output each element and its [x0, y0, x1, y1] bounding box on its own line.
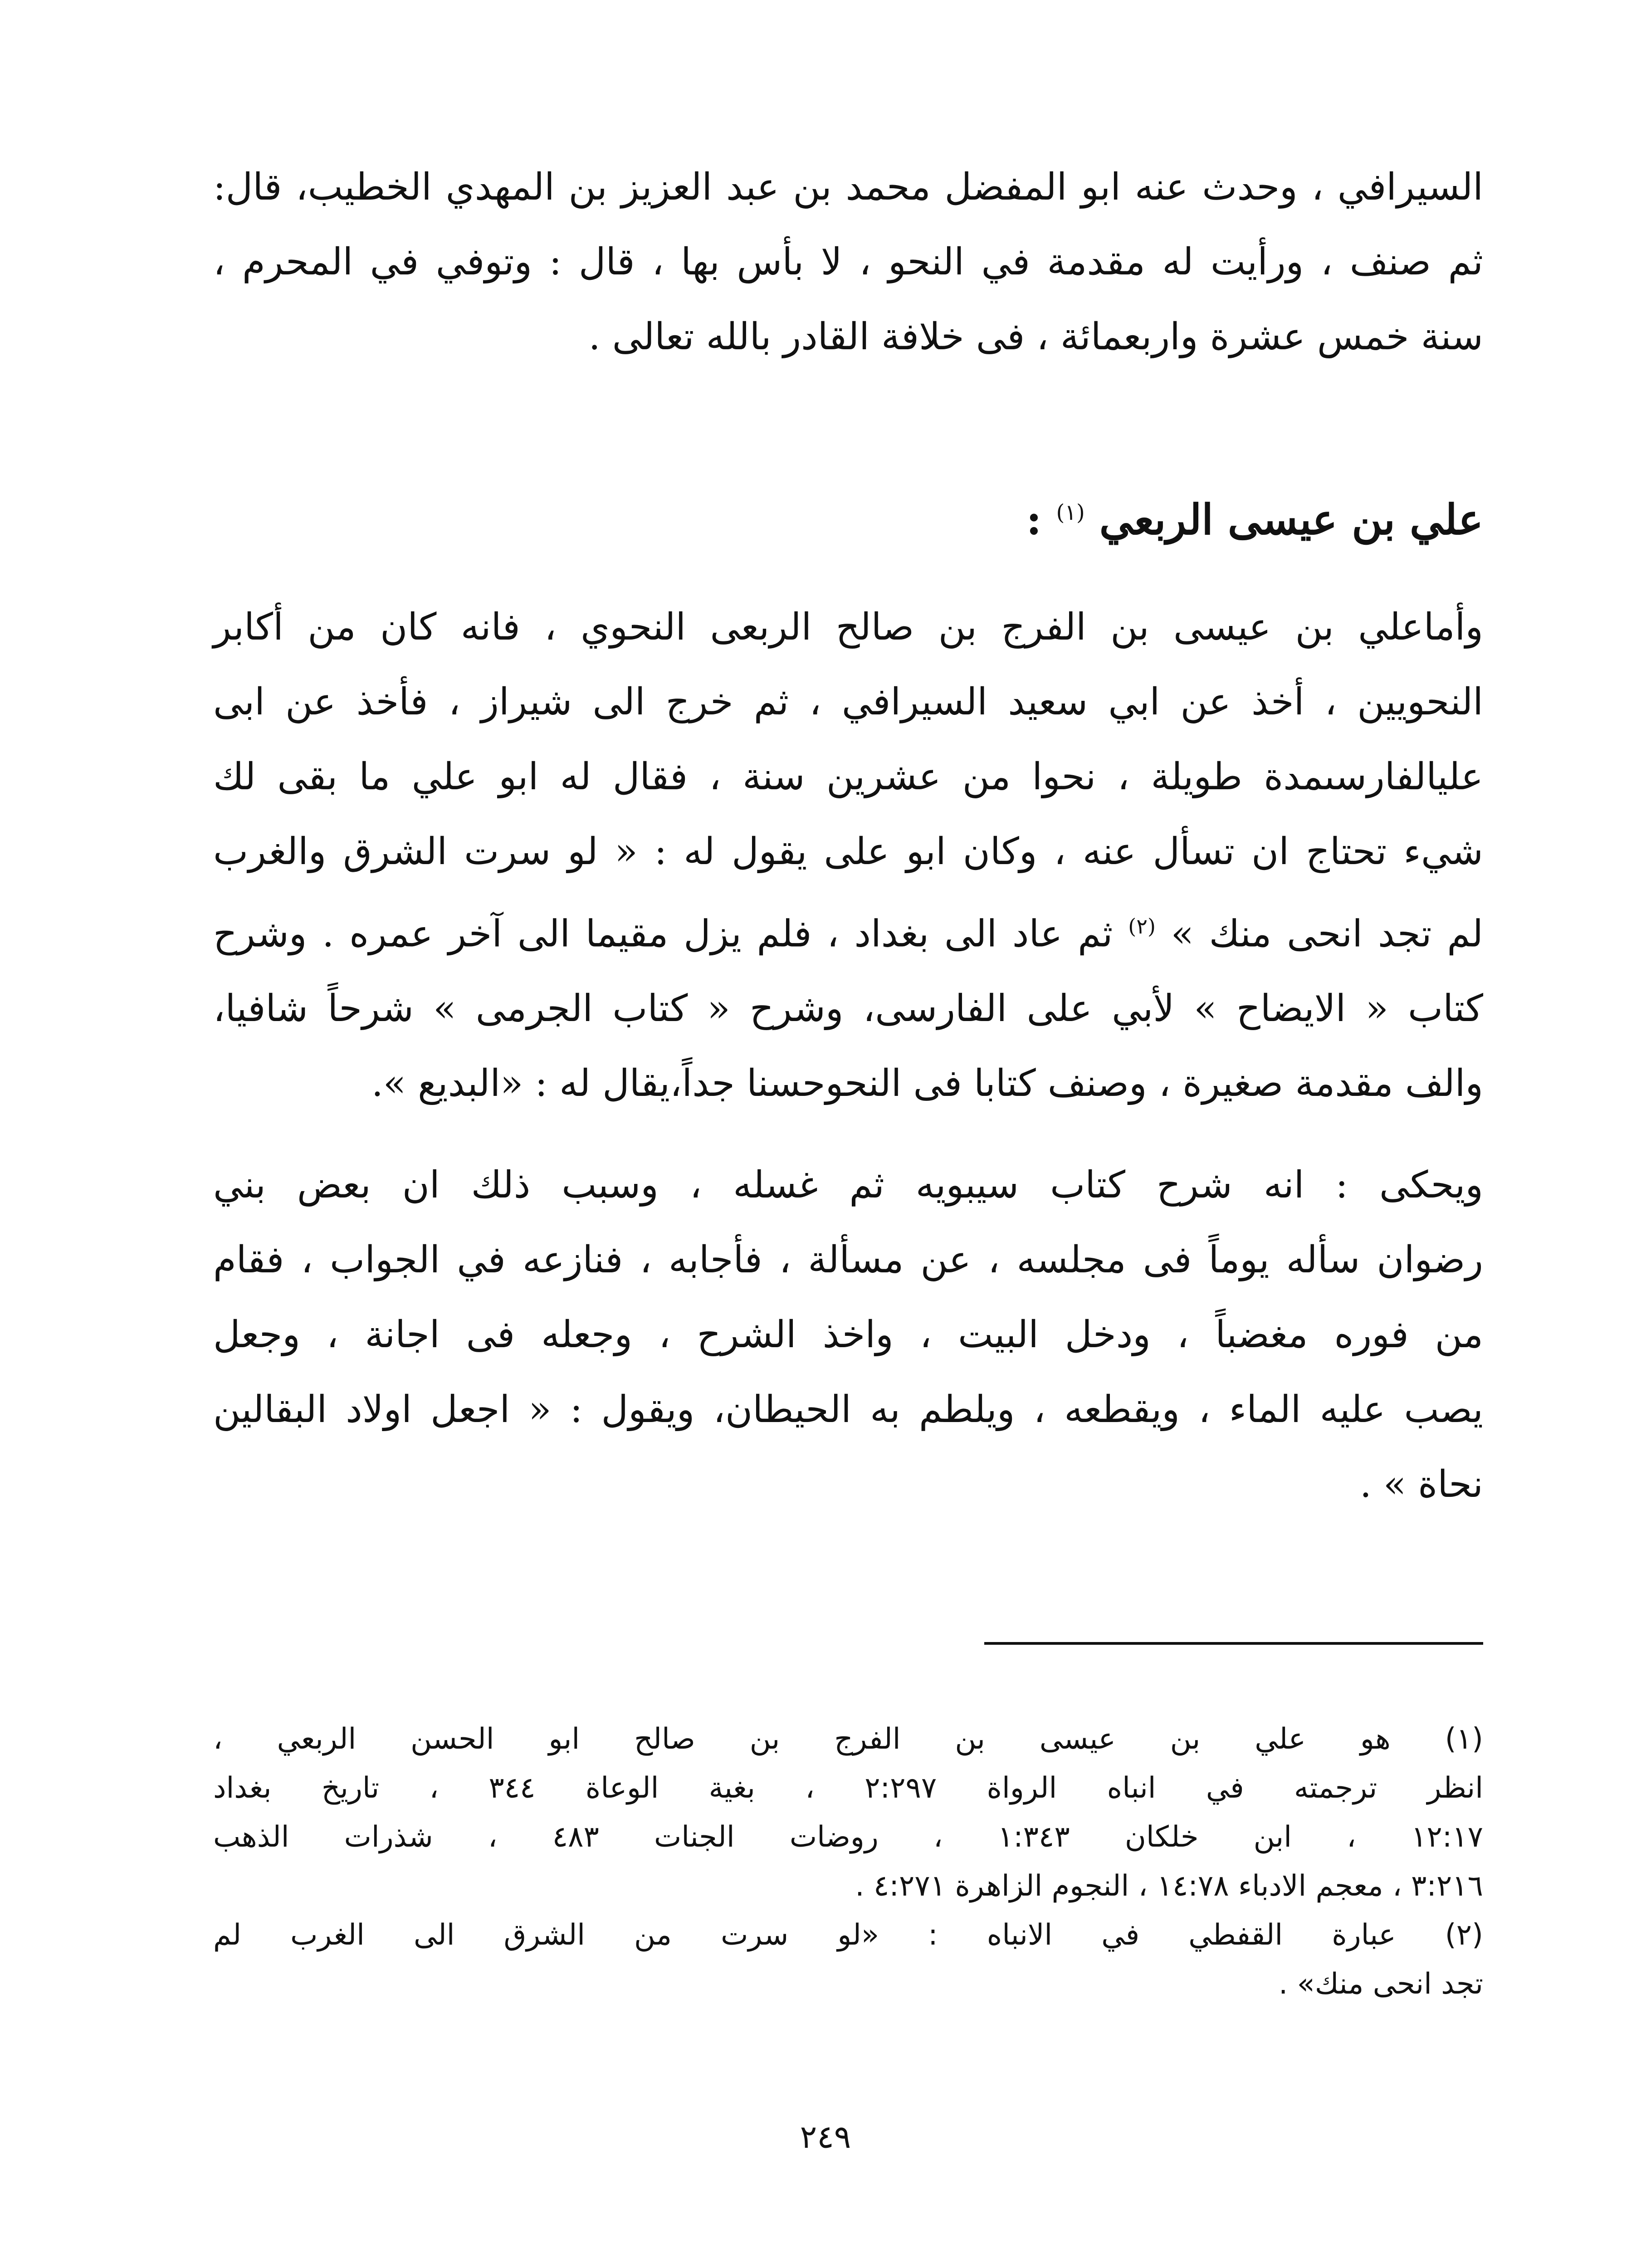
heading-title: علي بن عيسى الربعي	[1099, 495, 1483, 544]
text-segment: لم تجد انحى منك »	[1171, 912, 1483, 956]
text-line: والف مقدمة صغيرة ، وصنف كتابا فى النحوحسنا جداً،يقال له : «البديع ».	[371, 1062, 1483, 1105]
footnote-line: (٢) عبارة القفطي في الانباه : «لو سرت من الشرق الى الغرب لم	[213, 1918, 1483, 1952]
text-line: سنة خمس عشرة واربعمائة ، فى خلافة القادر بالله تعالى .	[588, 315, 1483, 358]
text-line-with-ref	[213, 889, 1483, 971]
footnote-line: انظر ترجمته في انباه الرواة ٢:٢٩٧ ، بغية الوعاة ٣٤٤ ، تاريخ بغداد	[213, 1771, 1484, 1805]
footnote-line: تجد انحى منك» .	[1278, 1967, 1483, 2001]
text-line: نحاة » .	[1359, 1463, 1483, 1506]
text-line: وأماعلي بن عيسى بن الفرج بن صالح الربعى النحوي ، فانه كان من أكابر	[213, 606, 1483, 649]
footnote-ref: (١)	[1056, 500, 1085, 525]
section-heading	[213, 476, 1483, 556]
text-line: النحويين ، أخذ عن ابي سعيد السيرافي ، ثم خرج الى شيراز ، فأخذ عن ابى	[213, 680, 1483, 723]
text-line: من فوره مغضباً ، ودخل البيت ، واخذ الشرح ، وجعله فى اجانة ، وجعل	[213, 1313, 1483, 1356]
heading-suffix: :	[1026, 495, 1042, 544]
footnote-line: ٣:٢١٦ ، معجم الادباء ١٤:٧٨ ، النجوم الزاهرة ٤:٢٧١ .	[855, 1869, 1483, 1903]
text-line: عليالفارسىمدة طويلة ، نحوا من عشرين سنة ، فقال له ابو علي ما بقى لك	[213, 755, 1483, 798]
footnote-ref: (٢)	[1128, 914, 1156, 938]
text-line: يصب عليه الماء ، ويقطعه ، ويلطم به الحيطان، ويقول : « اجعل اولاد البقالين	[213, 1388, 1483, 1431]
text-line: كتاب « الايضاح » لأبي على الفارسى، وشرح « كتاب الجرمى » شرحاً شافيا،	[213, 987, 1483, 1031]
page-number: ٢٤٩	[800, 2118, 851, 2156]
footnote-line: ١٢:١٧ ، ابن خلكان ١:٣٤٣ ، روضات الجنات ٤٨٣ ، شذرات الذهب	[213, 1820, 1484, 1854]
text-line: ثم صنف ، ورأيت له مقدمة في النحو ، لا بأس بها ، قال : وتوفي في المحرم ،	[213, 240, 1483, 284]
top-paragraph	[213, 150, 1483, 374]
text-line: رضوان سأله يوماً فى مجلسه ، عن مسألة ، فأجابه ، فنازعه في الجواب ، فقام	[213, 1238, 1484, 1281]
footnote-line: (١) هو علي بن عيسى بن الفرج بن صالح ابو الحسن الربعي ،	[213, 1722, 1483, 1756]
biography-paragraph	[213, 590, 1483, 1121]
text-line: ويحكى : انه شرح كتاب سيبويه ثم غسله ، وسبب ذلك ان بعض بني	[213, 1163, 1483, 1207]
footnote-divider	[984, 1642, 1483, 1645]
anecdote-paragraph	[213, 1148, 1483, 1522]
footnotes	[213, 1715, 1483, 2009]
text-segment: ثم عاد الى بغداد ، فلم يزل مقيما الى آخر عمره . وشرح	[213, 912, 1113, 956]
text-line: السيرافي ، وحدث عنه ابو المفضل محمد بن عبد العزيز بن المهدي الخطيب، قال:	[213, 166, 1483, 209]
text-line: شيء تحتاج ان تسأل عنه ، وكان ابو على يقول له : « لو سرت الشرق والغرب	[213, 830, 1483, 873]
